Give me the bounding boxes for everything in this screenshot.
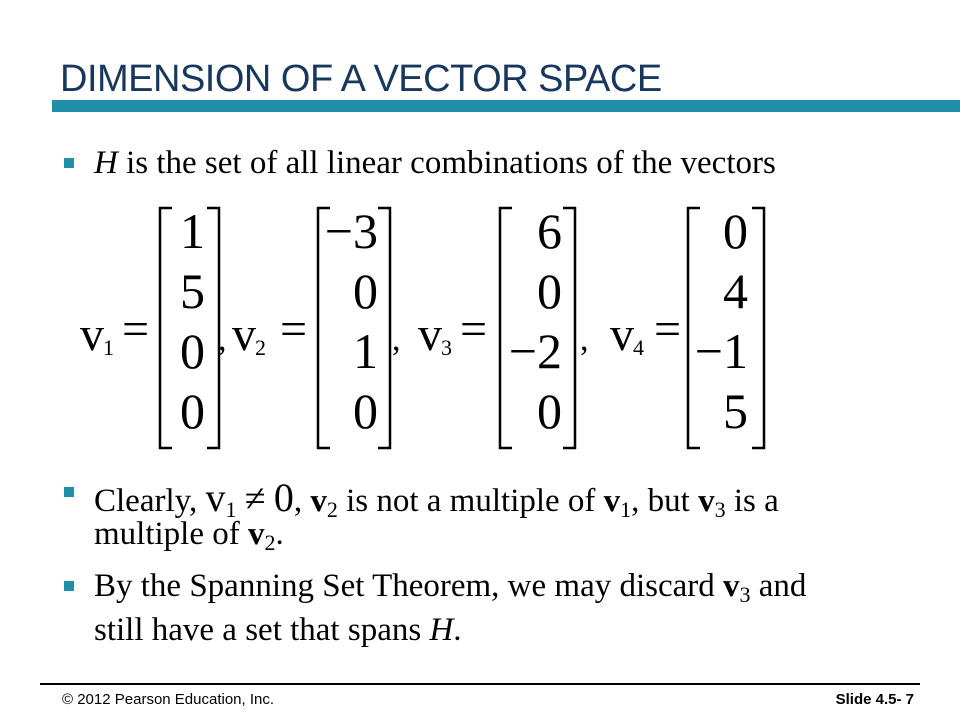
footer-divider: [40, 683, 920, 685]
is-a-text: is a: [725, 483, 779, 519]
v4-entry-4: 5: [723, 383, 748, 439]
v3-entry-1: 6: [537, 203, 562, 259]
v2-right-bracket: [378, 208, 390, 448]
slide-title: DIMENSION OF A VECTOR SPACE: [60, 58, 662, 100]
v3-sub: 3: [714, 497, 726, 522]
bullet-text-2-line-2: [94, 516, 284, 553]
bullet-marker-3: [64, 581, 74, 591]
v2-entry-4: 0: [353, 383, 378, 439]
v3-entry-4: 0: [537, 383, 562, 439]
v3-entry-3: −2: [508, 323, 562, 379]
v4-subscript: 4: [633, 335, 644, 360]
vector-v2: [232, 203, 401, 448]
slide-number: Slide 4.5- 7: [835, 691, 914, 708]
comma-1: ,: [218, 321, 227, 358]
but-text: , but: [631, 483, 699, 519]
v2-entry-2: 0: [353, 263, 378, 319]
v4-label: v: [610, 308, 634, 361]
not-equal-sign: ≠: [244, 478, 266, 520]
still-have-text: still have a set that spans: [94, 612, 430, 648]
v3-label: v: [418, 308, 442, 361]
vector-v1: [80, 203, 227, 448]
bullet-marker-2: [64, 487, 74, 497]
v1-left-bracket: [160, 208, 172, 448]
bullet-text-1: [94, 145, 776, 182]
bullet-text-2-line-1: [94, 474, 779, 521]
not-multiple-text: is not a multiple of: [337, 483, 604, 519]
set-H-2: H: [429, 612, 454, 648]
multiple-of-text: multiple of: [94, 516, 248, 552]
v3-bold-3-sub: 3: [739, 582, 751, 607]
v1-entry-4: 0: [180, 383, 205, 439]
comma-3: ,: [580, 321, 589, 358]
v4-entry-2: 4: [723, 263, 748, 319]
vector-v3: [418, 203, 589, 448]
v2-entry-3: 1: [353, 323, 378, 379]
v4-entry-1: 0: [723, 203, 748, 259]
v2-bold-2-sub: 2: [264, 530, 276, 555]
copyright-notice: © 2012 Pearson Education, Inc.: [62, 691, 275, 708]
bullet-text-3-line-2: [94, 612, 462, 649]
v1-inline-label: v: [205, 475, 226, 520]
v1-label: v: [80, 308, 104, 361]
v3-subscript: 3: [441, 335, 452, 360]
vector-equations: [0, 190, 960, 460]
bullet-marker-1: [64, 158, 74, 168]
v4-right-bracket: [752, 208, 764, 448]
bullet-1-text: is the set of all linear combinations of the vectors: [117, 145, 776, 181]
v1-bold: v: [603, 483, 621, 519]
zero-vector: 0: [273, 475, 294, 520]
equals-sign-1: =: [122, 303, 150, 356]
period-text-3: .: [453, 612, 462, 648]
equals-sign-4: =: [654, 303, 682, 356]
and-text: and: [750, 568, 807, 604]
v3-bold: v: [698, 483, 715, 519]
v3-bold-3: v: [723, 568, 740, 604]
v2-sub: 2: [326, 497, 338, 522]
v1-symbol: [206, 475, 237, 520]
vector-v4: [610, 203, 764, 448]
comma-2: ,: [392, 321, 401, 358]
period-text: .: [275, 516, 284, 552]
bullet-text-3-line-1: [94, 568, 806, 605]
v1-entry-3: 0: [180, 323, 205, 379]
v3-right-bracket: [563, 208, 575, 448]
v2-entry-1: −3: [324, 203, 378, 259]
v2-subscript: 2: [255, 335, 266, 360]
spanning-set-text: By the Spanning Set Theorem, we may discard: [94, 568, 724, 604]
equals-sign-2: =: [280, 303, 308, 356]
title-underline: [52, 100, 960, 112]
v3-entry-2: 0: [537, 263, 562, 319]
set-H: H: [94, 145, 118, 181]
equals-sign-3: =: [460, 303, 488, 356]
v1-subscript: 1: [103, 335, 114, 360]
comma-text: ,: [293, 483, 311, 519]
v1-bold-sub: 1: [620, 497, 632, 522]
v2-bold-2: v: [247, 516, 265, 552]
v1-entry-1: 1: [180, 203, 205, 259]
v4-entry-3: −1: [694, 323, 748, 379]
clearly-text: Clearly,: [94, 483, 206, 519]
v1-inline-sub: 1: [225, 497, 237, 522]
v1-entry-2: 5: [180, 263, 205, 319]
v2-label: v: [232, 308, 256, 361]
v2-bold: v: [310, 483, 327, 519]
